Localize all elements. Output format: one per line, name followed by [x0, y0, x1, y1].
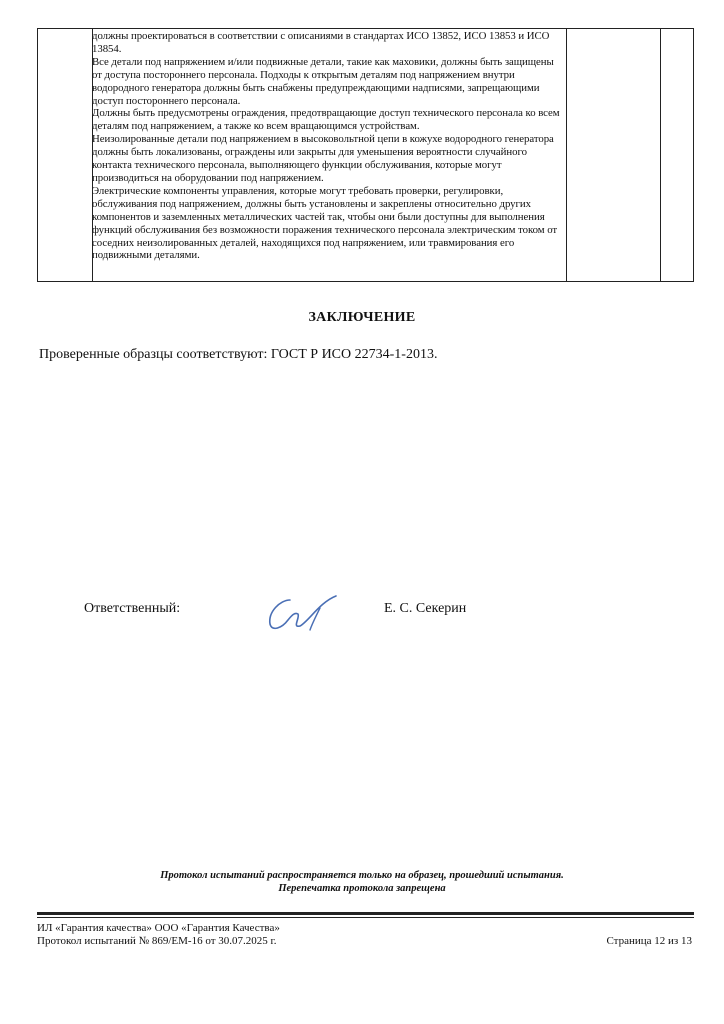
- requirement-paragraph: Электрические компоненты управления, которые могут требовать проверки, регулировки, обслуживания под напряжением, должны быть установлены и закреплены относительно других компонентов и заземленных металлических частей так, чтобы они были доступны для выполнения функций обслуживания без возможности поражения технического персонала электрическим током от соседних неизолированных деталей, находящихся под напряжением, или травмирования его подвижными деталями.: [92, 184, 558, 262]
- signer-name: Е. С. Секерин: [384, 601, 467, 616]
- requirements-cell: [92, 30, 566, 262]
- conclusion-result: Проверенные образцы соответствуют: ГОСТ Р ИСО 22734-1-2013.: [39, 347, 438, 362]
- footer-info: [37, 922, 280, 948]
- responsible-label: Ответственный:: [84, 601, 181, 616]
- handwritten-signature: [262, 588, 352, 638]
- requirement-paragraph: Должны быть предусмотрены ограждения, предотвращающие доступ технического персонала ко всем деталям под напряжением, а также ко всем вращающимся устройствам.: [92, 107, 560, 133]
- footer-divider: [37, 917, 694, 918]
- page-number: Страница 12 из 13: [606, 935, 692, 947]
- protocol-number: Протокол испытаний № 869/ЕМ-16 от 30.07.2025 г.: [37, 935, 277, 947]
- disclaimer-line: Перепечатка протокола запрещена: [278, 883, 446, 894]
- lab-name: ИЛ «Гарантия качества» ООО «Гарантия Качества»: [37, 922, 280, 934]
- table-column-divider: [660, 29, 661, 281]
- requirement-paragraph: должны проектироваться в соответствии с описаниями в стандартах ИСО 13852, ИСО 13853 и ИСО 13854.: [92, 30, 550, 55]
- requirement-paragraph: Неизолированные детали под напряжением в высоковольтной цепи в кожухе водородного генератора должны быть локализованы, ограждены или закрыты для уменьшения вероятности случайного контакта технического персонала, выполняющего функции обслуживания, которые могут производиться на оборудовании под напряжением.: [92, 133, 554, 184]
- disclaimer-line: Протокол испытаний распространяется только на образец, прошедший испытания.: [160, 870, 564, 881]
- requirements-table-fragment: [37, 28, 694, 282]
- requirement-paragraph: Все детали под напряжением и/или подвижные детали, такие как маховики, должны быть защищены от доступа постороннего персонала. Подходы к открытым деталям под напряжением внутри водородного генератора должны быть снабжены предупреждающими надписями, запрещающими доступ постороннего персонала.: [92, 55, 554, 107]
- protocol-disclaimer: [0, 869, 724, 895]
- footer-divider: [37, 912, 694, 915]
- table-column-divider: [566, 29, 567, 281]
- conclusion-heading: ЗАКЛЮЧЕНИЕ: [308, 310, 416, 325]
